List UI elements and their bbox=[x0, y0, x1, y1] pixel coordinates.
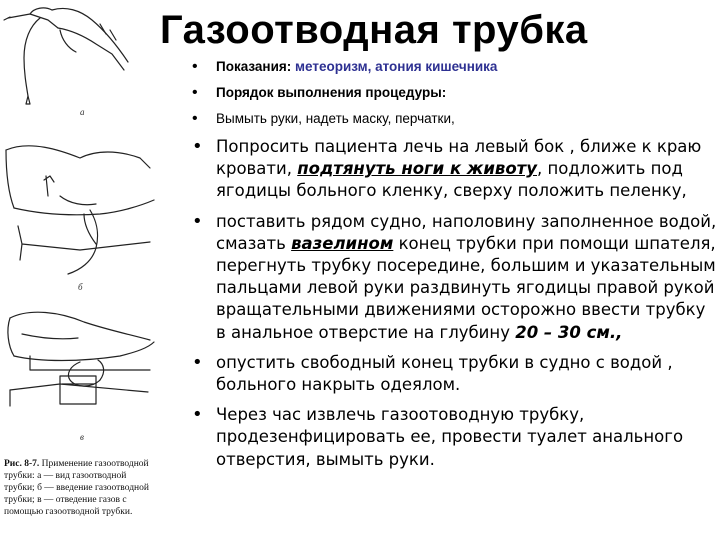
slide-title: Газоотводная трубка bbox=[160, 8, 588, 52]
step-4-text: опустить свободный конец трубки в судно с водой , больного накрыть одеялом. bbox=[216, 352, 673, 395]
figure-caption-prefix: Рис. 8-7. bbox=[4, 459, 40, 469]
figure-caption-text: Применение газоотводной трубки: а — вид газоотводной трубки; б — введение газоотводной трубки; в — отведение газов с помощью газоотводной трубки. bbox=[4, 459, 149, 517]
procedure-heading: Порядок выполнения процедуры: bbox=[216, 85, 447, 100]
fig-label-c: в bbox=[80, 432, 84, 442]
list-item-procedure-heading bbox=[192, 84, 717, 102]
procedure-illustration bbox=[0, 0, 160, 540]
step-2-text-b: , подложить под ягодицы больного кленку, сверху положить пеленку, bbox=[216, 159, 687, 201]
step-5-text: Через час извлечь газоотоводную трубку, продезенфицировать ее, провести туалет анального отверстия, вымыть руки. bbox=[216, 405, 684, 469]
list-item-step-3 bbox=[192, 211, 717, 344]
list-item-step-4 bbox=[192, 352, 717, 396]
indications-value: метеоризм, атония кишечника bbox=[295, 59, 498, 74]
step-3-text-b: конец трубки при помощи шпателя, перегнуть трубку посередине, большим и указательным пальцами левой руки раздвинуть ягодицы правой рукой вращательными движениями осторожно ввести трубку в анальное отверстие на глубину bbox=[216, 233, 716, 342]
step-1-text: Вымыть руки, надеть маску, перчатки, bbox=[216, 111, 455, 126]
indications-label: Показания: bbox=[216, 59, 292, 74]
list-item-step-5 bbox=[192, 404, 717, 471]
list-item-step-1 bbox=[192, 110, 717, 128]
fig-label-a: а bbox=[80, 107, 85, 117]
list-item-indications bbox=[192, 58, 717, 76]
list-item-step-2 bbox=[192, 136, 717, 203]
step-3-depth: 20 – 30 см., bbox=[515, 322, 623, 342]
illustration-drawing bbox=[0, 0, 160, 455]
figure-caption bbox=[4, 458, 154, 518]
step-3-emphasis: вазелином bbox=[291, 233, 394, 253]
step-2-text-a: Попросить пациента лечь на левый бок , ближе к краю кровати, bbox=[216, 137, 702, 179]
fig-label-b: б bbox=[78, 282, 83, 292]
step-2-emphasis: подтянуть ноги к животу bbox=[297, 159, 538, 179]
procedure-list bbox=[192, 58, 717, 479]
step-3-text-a: поставить рядом судно, наполовину заполненное водой, смазать bbox=[216, 211, 717, 253]
